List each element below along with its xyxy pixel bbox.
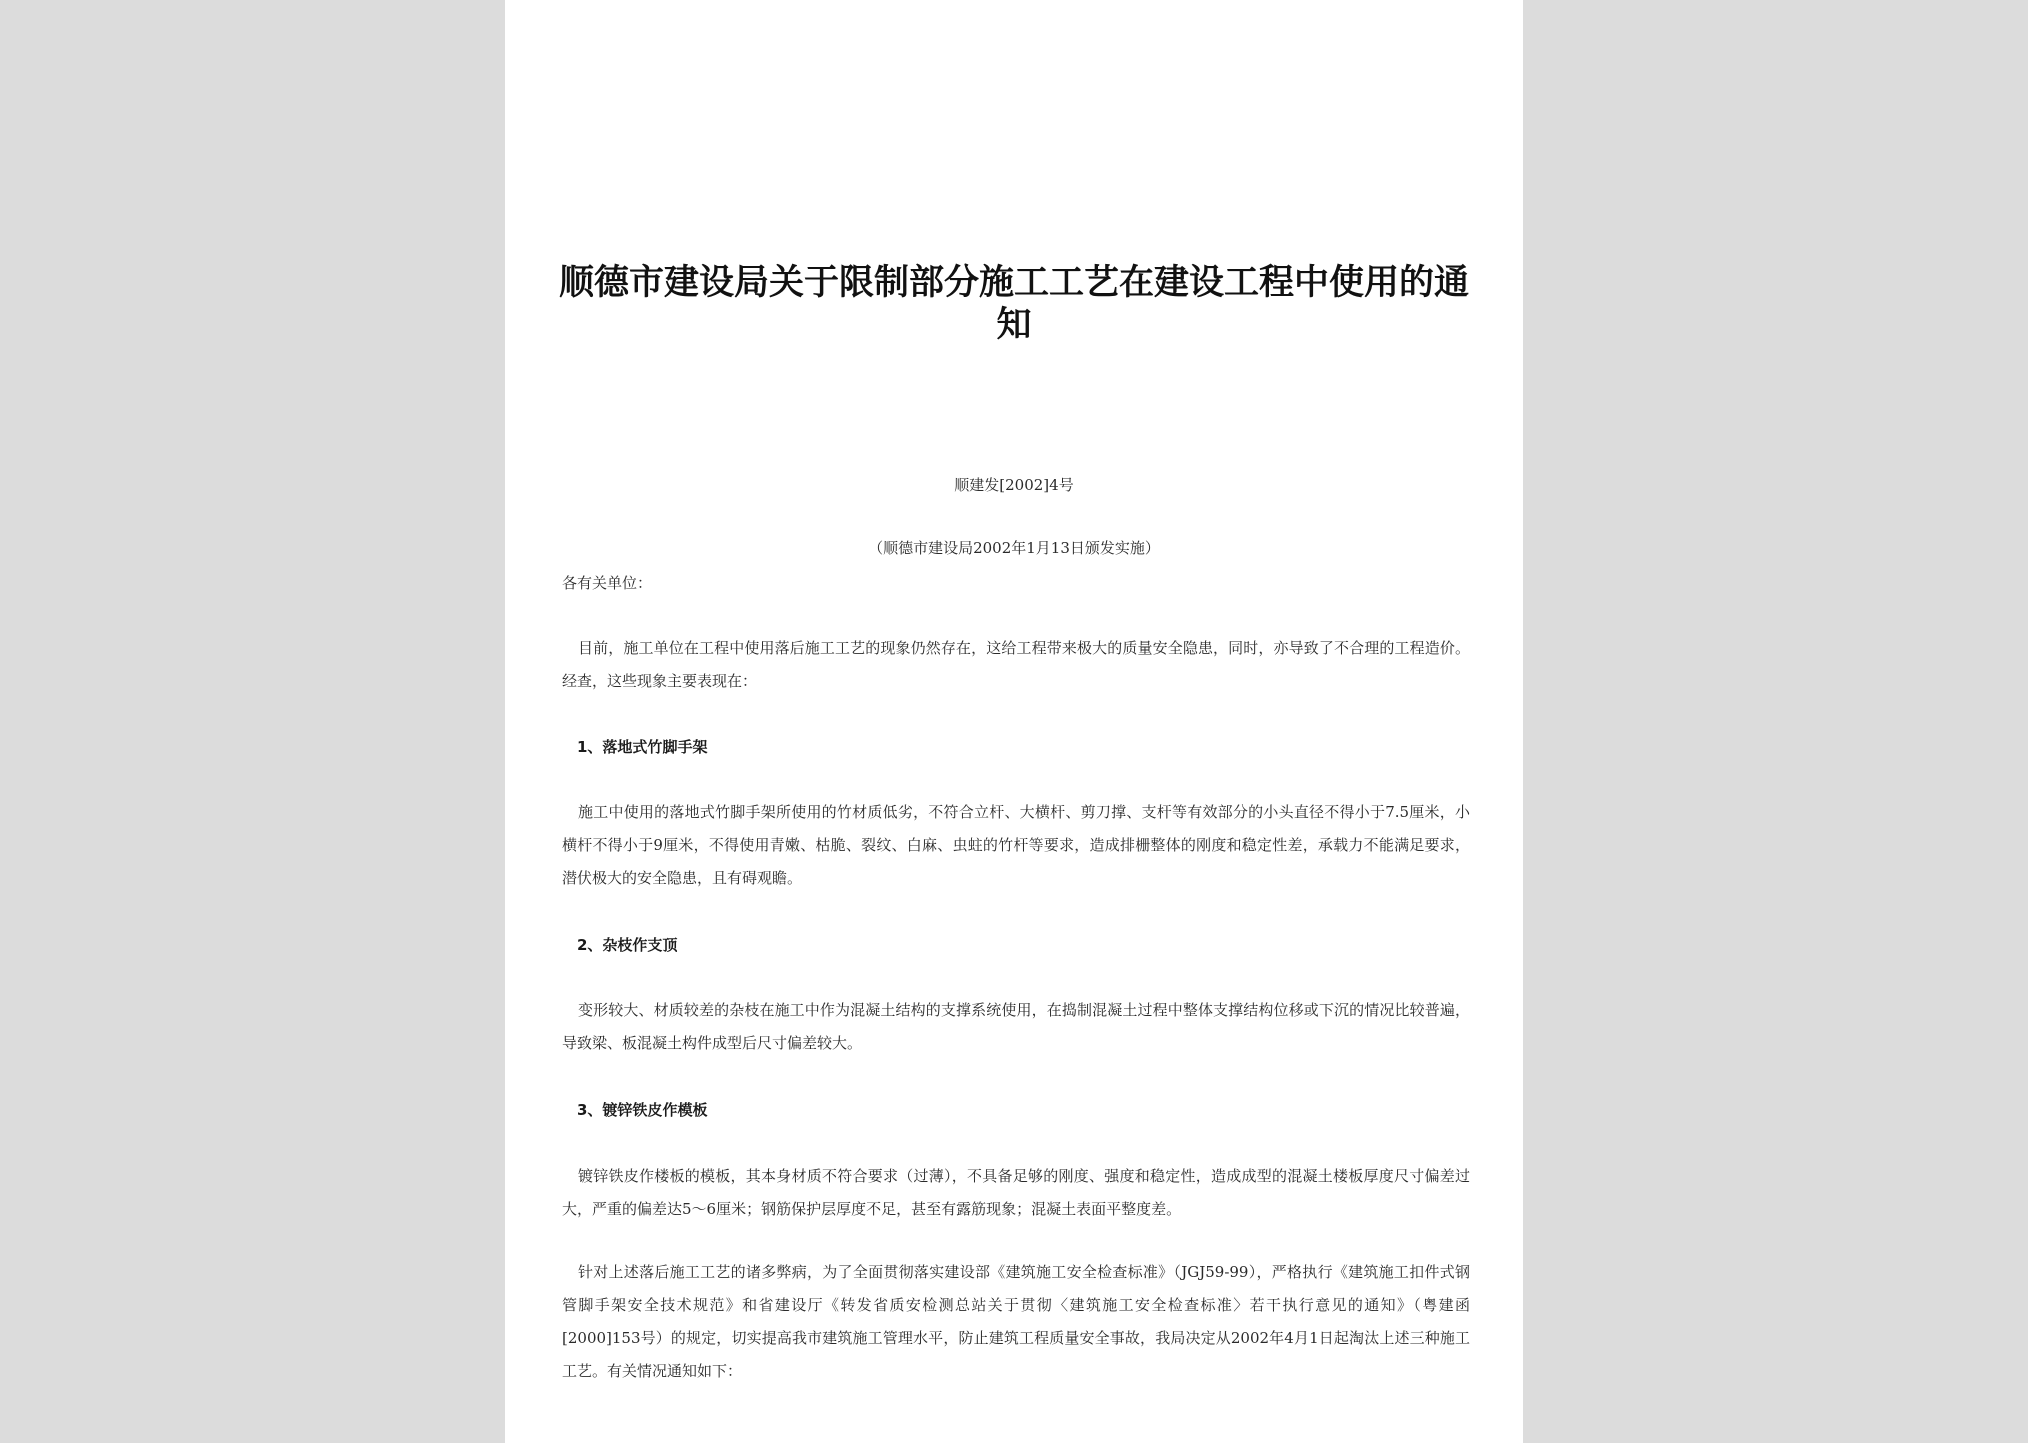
intro-paragraph: 目前，施工单位在工程中使用落后施工工艺的现象仍然存在，这给工程带来极大的质量安全隐患，同时，亦导致了不合理的工程造价。经查，这些现象主要表现在： xyxy=(562,639,1470,690)
section-heading: 1、落地式竹脚手架 xyxy=(577,738,708,756)
section-paragraph: 施工中使用的落地式竹脚手架所使用的竹材质低劣，不符合立杆、大横杆、剪刀撑、支杆等有效部分的小头直径不得小于7.5厘米，小横杆不得小于9厘米，不得使用青嫩、枯脆、裂纹、白麻、虫蛀的竹杆等要求，造成排栅整体的刚度和稳定性差，承载力不能满足要求，潜伏极大的安全隐患，且有碍观瞻。 xyxy=(562,803,1470,887)
section-paragraph: 镀锌铁皮作楼板的模板，其本身材质不符合要求（过薄），不具备足够的刚度、强度和稳定性，造成成型的混凝土楼板厚度尺寸偏差过大，严重的偏差达5～6厘米；钢筋保护层厚度不足，甚至有露筋现象；混凝土表面平整度差。 xyxy=(562,1167,1470,1218)
closing-paragraph: 针对上述落后施工工艺的诸多弊病，为了全面贯彻落实建设部《建筑施工安全检查标准》（JGJ59-99），严格执行《建筑施工扣件式钢管脚手架安全技术规范》和省建设厅《转发省质安检测总站关于贯彻〈建筑施工安全检查标准〉若干执行意见的通知》（粤建函[2000]153号）的规定，切实提高我市建筑施工管理水平，防止建筑工程质量安全事故，我局决定从2002年4月1日起淘汰上述三种施工工艺。有关情况通知如下： xyxy=(562,1263,1470,1380)
section-heading: 3、镀锌铁皮作模板 xyxy=(577,1101,708,1119)
issue-note: （顺德市建设局2002年1月13日颁发实施） xyxy=(868,539,1160,557)
salutation: 各有关单位： xyxy=(562,574,653,592)
section-paragraph: 变形较大、材质较差的杂枝在施工中作为混凝土结构的支撑系统使用，在捣制混凝土过程中整体支撑结构位移或下沉的情况比较普遍，导致梁、板混凝土构件成型后尺寸偏差较大。 xyxy=(562,1001,1470,1052)
document-page xyxy=(505,0,1523,1443)
document-title: 顺德市建设局关于限制部分施工工艺在建设工程中使用的通知 xyxy=(558,262,1469,345)
document-number: 顺建发[2002]4号 xyxy=(954,476,1074,494)
section-heading: 2、杂枝作支顶 xyxy=(577,936,678,954)
